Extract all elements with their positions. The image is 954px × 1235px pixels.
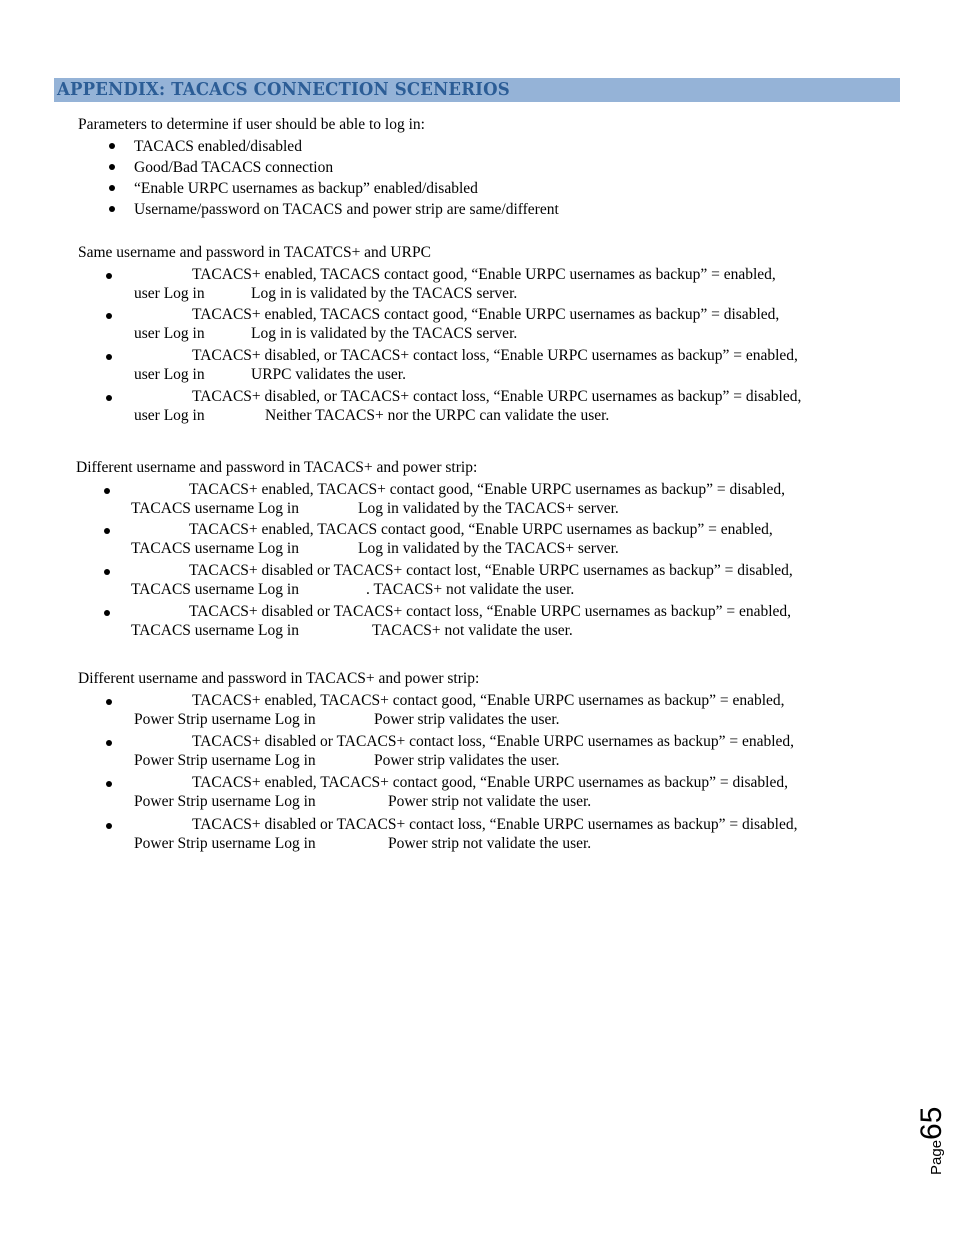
scenario-item — [0, 306, 900, 346]
scenario-login: Power Strip username Log in — [134, 835, 316, 852]
scenario-login: TACACS username Log in — [131, 622, 299, 639]
scenario-login: TACACS username Log in — [131, 540, 299, 557]
scenario-login: Power Strip username Log in — [134, 711, 316, 728]
scenario-condition: TACACS+ enabled, TACACS+ contact good, “Enable URPC usernames as backup” = disabled, — [192, 774, 788, 791]
section-intro: Same username and password in TACATCS+ and URPC — [78, 244, 431, 261]
page-label: Page — [928, 1139, 945, 1175]
scenario-item — [0, 692, 900, 732]
section-intro: Different username and password in TACACS+ and power strip: — [76, 459, 478, 476]
list-item-text: “Enable URPC usernames as backup” enabled/disabled — [134, 180, 478, 197]
scenario-condition: TACACS+ enabled, TACACS contact good, “Enable URPC usernames as backup” = enabled, — [192, 266, 776, 283]
scenario-login: Power Strip username Log in — [134, 793, 316, 810]
scenario-condition: TACACS+ disabled, or TACACS+ contact loss, “Enable URPC usernames as backup” = enabled, — [192, 347, 798, 364]
bullet-icon — [106, 273, 112, 279]
bullet-icon — [106, 699, 112, 705]
bullet-icon — [104, 610, 110, 616]
scenario-condition: TACACS+ disabled or TACACS+ contact loss, “Enable URPC usernames as backup” = disabled, — [192, 816, 798, 833]
scenario-login: TACACS username Log in — [131, 500, 299, 517]
scenario-login: TACACS username Log in — [131, 581, 299, 598]
list-item-text: TACACS enabled/disabled — [134, 138, 302, 155]
bullet-icon — [106, 313, 112, 319]
scenario-result: Log in validated by the TACACS+ server. — [358, 500, 619, 517]
scenario-item — [0, 266, 900, 306]
scenario-result: Power strip not validate the user. — [388, 835, 592, 852]
scenario-item — [0, 388, 900, 428]
scenario-result: . TACACS+ not validate the user. — [366, 581, 575, 598]
scenario-item — [0, 347, 900, 387]
scenario-result: Log in validated by the TACACS+ server. — [358, 540, 619, 557]
bullet-icon — [104, 569, 110, 575]
bullet-icon — [109, 143, 115, 149]
bullet-icon — [109, 185, 115, 191]
page-number — [915, 1107, 949, 1175]
scenario-item — [0, 774, 900, 814]
scenario-item — [0, 481, 900, 521]
scenario-login: user Log in — [134, 366, 205, 383]
bullet-icon — [109, 206, 115, 212]
section-intro: Different username and password in TACACS+ and power strip: — [78, 670, 480, 687]
scenario-result: Log in is validated by the TACACS server. — [251, 285, 518, 302]
bullet-icon — [106, 395, 112, 401]
scenario-condition: TACACS+ enabled, TACACS+ contact good, “Enable URPC usernames as backup” = enabled, — [192, 692, 785, 709]
scenario-login: user Log in — [134, 285, 205, 302]
scenario-result: Power strip validates the user. — [374, 752, 560, 769]
scenario-condition: TACACS+ enabled, TACACS contact good, “Enable URPC usernames as backup” = disabled, — [192, 306, 780, 323]
scenario-result: Log in is validated by the TACACS server. — [251, 325, 518, 342]
parameters-intro: Parameters to determine if user should be able to log in: — [78, 116, 425, 133]
page-number-value: 65 — [915, 1106, 948, 1140]
scenario-item — [0, 562, 900, 602]
list-item-text: Username/password on TACACS and power strip are same/different — [134, 201, 559, 218]
appendix-heading-bar — [54, 78, 900, 102]
scenario-result: TACACS+ not validate the user. — [372, 622, 573, 639]
bullet-icon — [106, 781, 112, 787]
scenario-result: Power strip not validate the user. — [388, 793, 592, 810]
scenario-condition: TACACS+ disabled or TACACS+ contact loss, “Enable URPC usernames as backup” = enabled, — [192, 733, 795, 750]
scenario-result: Power strip validates the user. — [374, 711, 560, 728]
bullet-icon — [104, 528, 110, 534]
scenario-item — [0, 603, 900, 643]
bullet-icon — [106, 354, 112, 360]
scenario-login: user Log in — [134, 407, 205, 424]
scenario-condition: TACACS+ disabled or TACACS+ contact loss, “Enable URPC usernames as backup” = enabled, — [189, 603, 792, 620]
appendix-heading: APPENDIX: TACACS CONNECTION SCENERIOS — [57, 79, 510, 100]
bullet-icon — [104, 488, 110, 494]
list-item-text: Good/Bad TACACS connection — [134, 159, 334, 176]
bullet-icon — [109, 164, 115, 170]
scenario-condition: TACACS+ enabled, TACACS contact good, “Enable URPC usernames as backup” = enabled, — [189, 521, 773, 538]
scenario-condition: TACACS+ enabled, TACACS+ contact good, “Enable URPC usernames as backup” = disabled, — [189, 481, 785, 498]
scenario-result: Neither TACACS+ nor the URPC can validate the user. — [265, 407, 610, 424]
scenario-login: user Log in — [134, 325, 205, 342]
bullet-icon — [106, 823, 112, 829]
scenario-result: URPC validates the user. — [251, 366, 406, 383]
scenario-item — [0, 733, 900, 773]
bullet-icon — [106, 740, 112, 746]
scenario-item — [0, 816, 900, 856]
scenario-item — [0, 521, 900, 561]
scenario-login: Power Strip username Log in — [134, 752, 316, 769]
scenario-condition: TACACS+ disabled or TACACS+ contact lost, “Enable URPC usernames as backup” = disabled, — [189, 562, 793, 579]
scenario-condition: TACACS+ disabled, or TACACS+ contact loss, “Enable URPC usernames as backup” = disabled, — [192, 388, 802, 405]
